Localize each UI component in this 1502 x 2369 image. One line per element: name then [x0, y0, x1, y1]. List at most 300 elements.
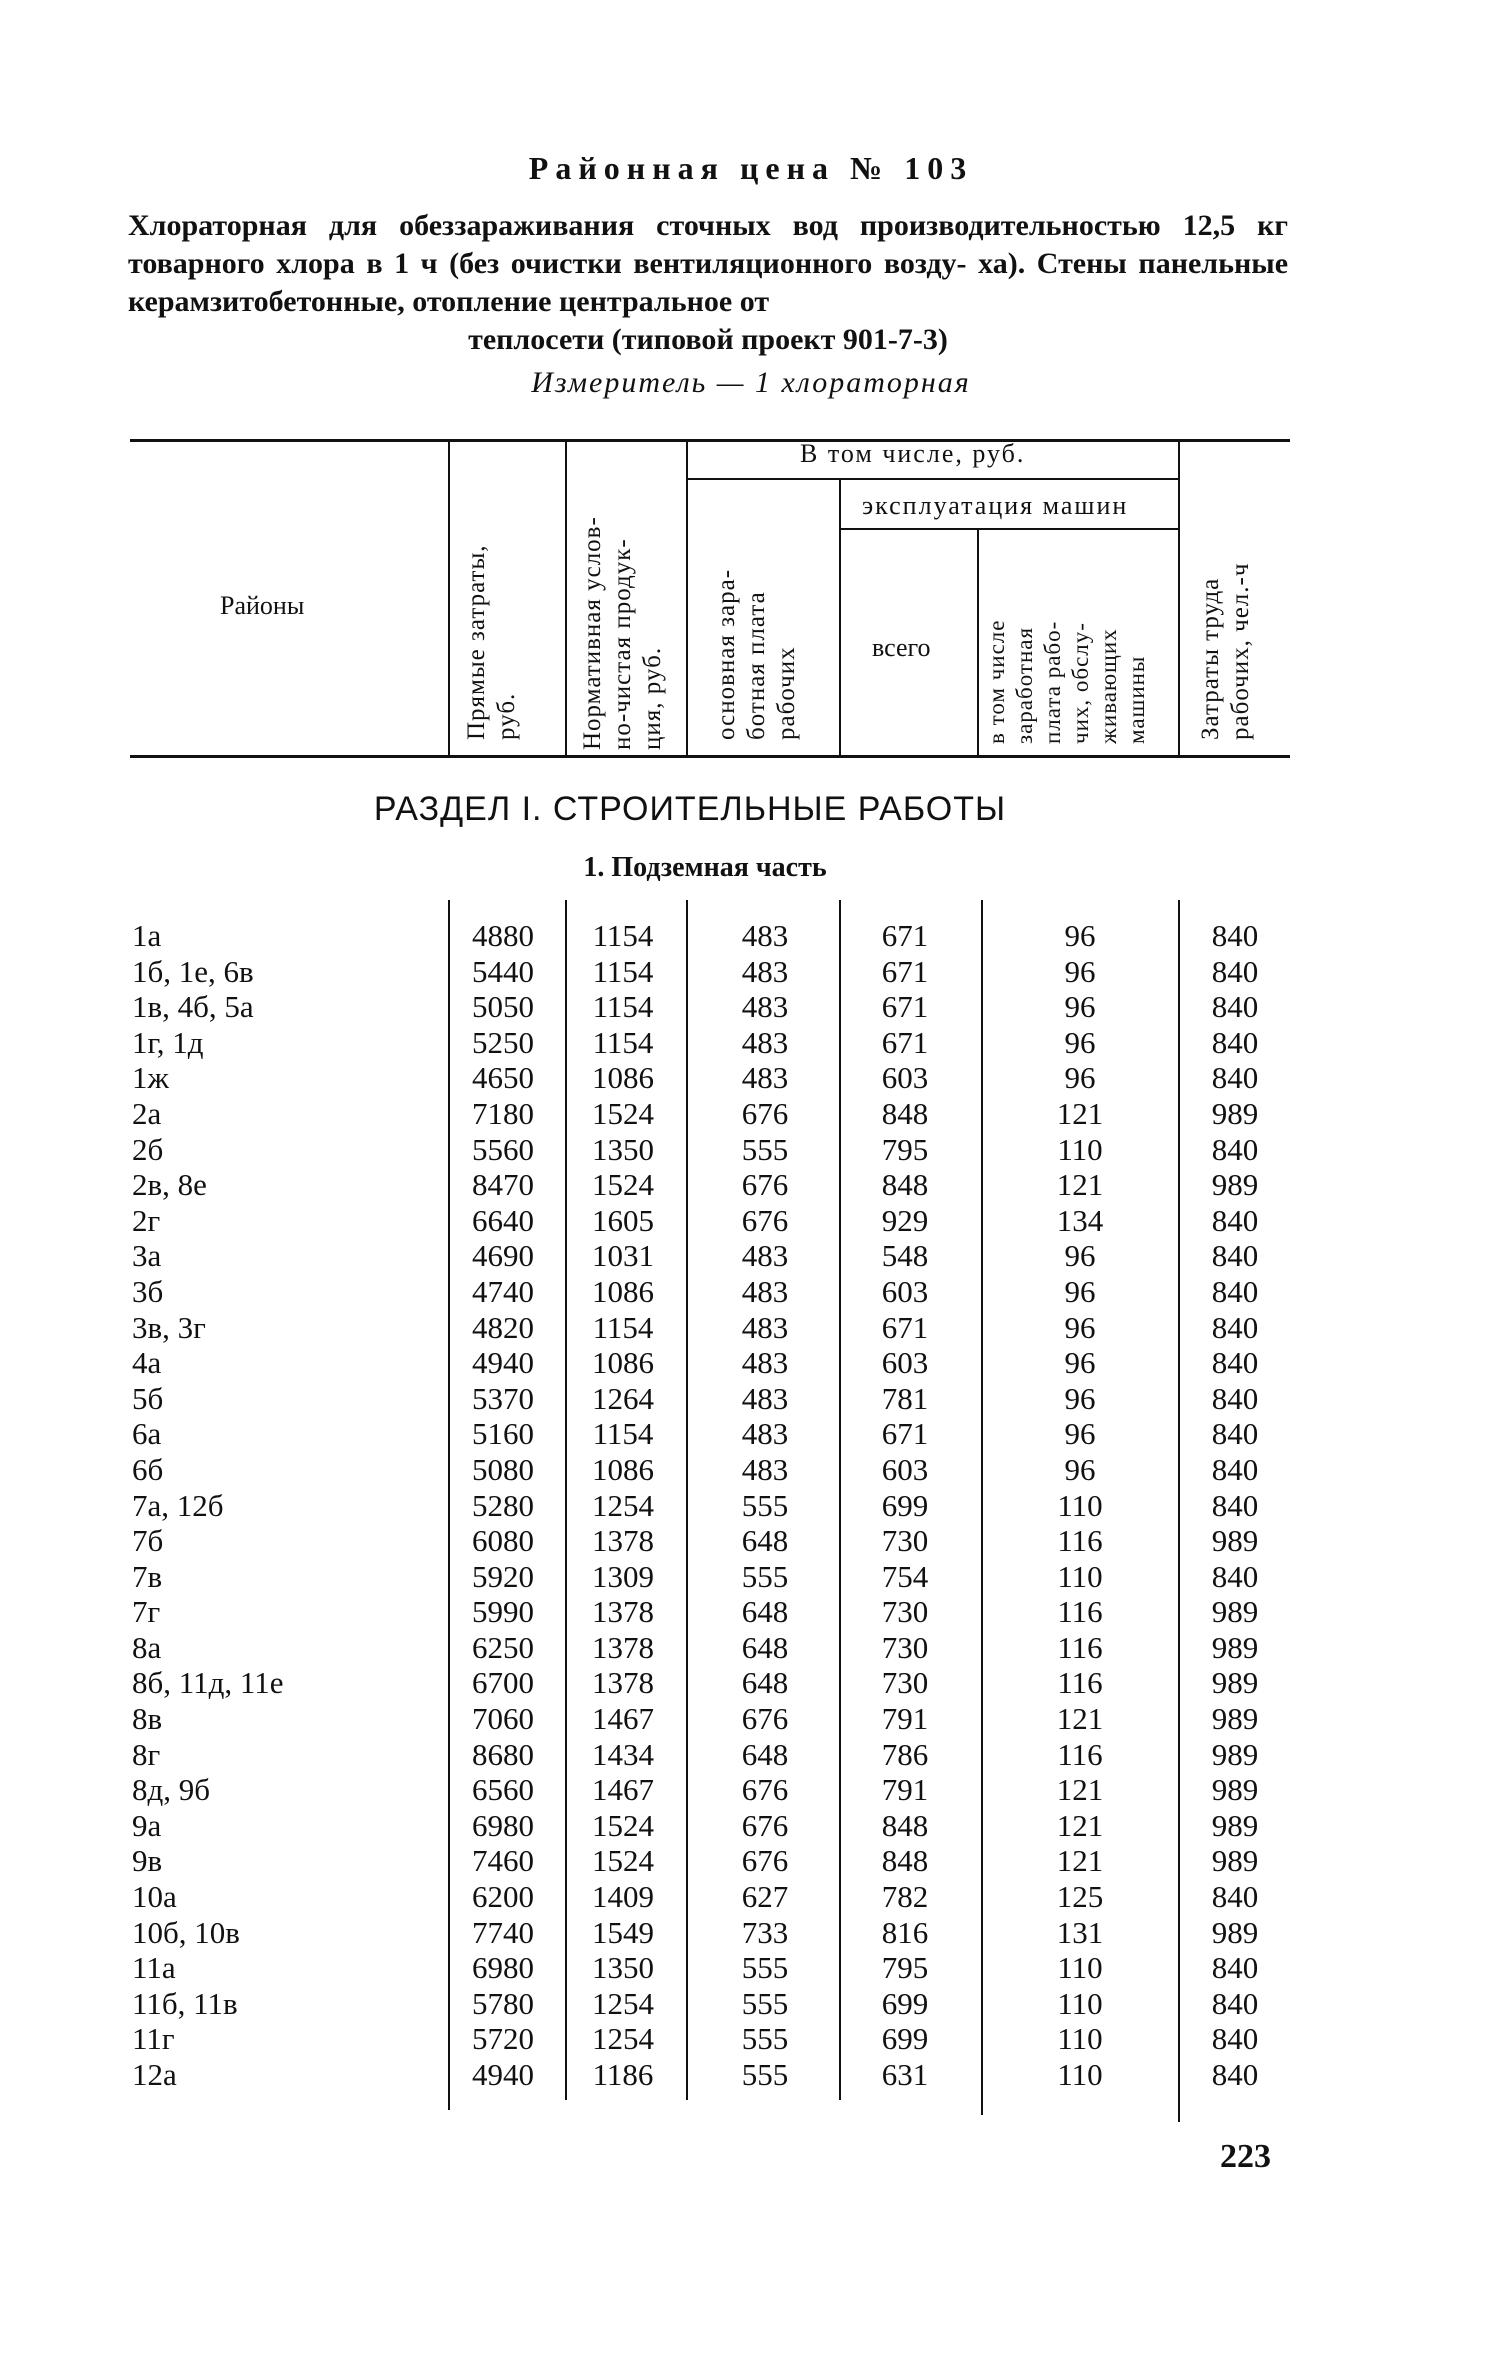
- cell-total: 816: [881, 1914, 929, 1950]
- table-row: [0, 2057, 1502, 2093]
- cell-labor: 989: [1211, 1843, 1259, 1879]
- measure-unit: Измеритель — 1 хлораторная: [531, 366, 971, 399]
- cell-labor: 989: [1211, 1772, 1259, 1808]
- description-line-2: 12,5 кг товарного хлора в 1 ч (без очистки вентиляционного возду-: [128, 209, 1288, 280]
- cell-direct: 4740: [472, 1273, 534, 1309]
- header-normative-line: Нормативная услов-: [579, 516, 606, 750]
- cell-total: 603: [881, 1345, 929, 1381]
- cell-machine-wage: 110: [1057, 1985, 1103, 2021]
- cell-wage: 483: [741, 1345, 789, 1381]
- cell-direct: 6560: [472, 1772, 534, 1808]
- cell-total: 730: [881, 1665, 929, 1701]
- cell-wage: 676: [741, 1202, 789, 1238]
- cell-machine-wage: 110: [1057, 2057, 1103, 2092]
- header-normative: [578, 516, 668, 750]
- header-machine-wage: [983, 620, 1151, 745]
- cell-direct: 7180: [472, 1095, 534, 1131]
- header-divider-5: [977, 530, 979, 755]
- cell-wage: 648: [741, 1736, 789, 1772]
- cell-region: 6б: [132, 1451, 164, 1487]
- cell-total: 848: [881, 1807, 929, 1843]
- cell-labor: 840: [1211, 1985, 1259, 2021]
- cell-total: 699: [881, 1487, 929, 1523]
- header-machine-wage-line: машины: [1124, 655, 1149, 744]
- cell-labor: 840: [1211, 1273, 1259, 1309]
- cell-total: 754: [881, 1558, 929, 1594]
- header-machine-wage-line: живающих: [1096, 628, 1121, 744]
- cell-labor: 840: [1211, 1238, 1259, 1274]
- cell-wage: 555: [741, 1131, 789, 1167]
- table-row: [0, 1879, 1502, 1915]
- cell-labor: 989: [1211, 1594, 1259, 1630]
- table-row: [0, 989, 1502, 1025]
- cell-direct: 7060: [472, 1701, 534, 1737]
- cell-total: 671: [881, 918, 929, 953]
- cell-region: 1в, 4б, 5а: [132, 989, 254, 1025]
- cell-labor: 840: [1211, 2057, 1259, 2092]
- table-row: [0, 1025, 1502, 1061]
- cell-machine-wage: 125: [1056, 1879, 1104, 1915]
- cell-region: 10б, 10в: [132, 1914, 240, 1950]
- cell-normative: 1154: [592, 1024, 654, 1060]
- cell-region: 12а: [132, 2057, 177, 2092]
- table-body: [0, 918, 1502, 2093]
- cell-machine-wage: 96: [1064, 953, 1096, 989]
- cell-wage: 483: [741, 1451, 789, 1487]
- cell-wage: 483: [741, 1380, 789, 1416]
- description-line-1: Хлораторная для обеззараживания сточных вод производительностью: [128, 209, 1161, 242]
- cell-wage: 555: [741, 1950, 789, 1986]
- cell-region: 8в: [132, 1701, 163, 1737]
- header-divider-1: [448, 441, 450, 755]
- cell-region: 5б: [132, 1380, 164, 1416]
- header-divider-2: [565, 441, 567, 755]
- cell-wage: 676: [741, 1095, 789, 1131]
- cell-wage: 676: [741, 1701, 789, 1737]
- cell-labor: 840: [1211, 1060, 1259, 1096]
- cell-normative: 1154: [592, 1309, 654, 1345]
- cell-total: 730: [881, 1594, 929, 1630]
- cell-wage: 483: [741, 1273, 789, 1309]
- cell-total: 848: [881, 1843, 929, 1879]
- header-divider-6: [1178, 441, 1180, 755]
- header-base-wage-line: рабочих: [773, 646, 800, 740]
- cell-normative: 1254: [592, 1487, 654, 1523]
- cell-total: 631: [881, 2057, 929, 2092]
- cell-region: 10а: [132, 1879, 177, 1915]
- cell-direct: 5990: [472, 1594, 534, 1630]
- header-normative-line: но-чистая продук-: [609, 538, 636, 750]
- cell-labor: 840: [1211, 1950, 1259, 1986]
- table-row: [0, 1950, 1502, 1986]
- cell-direct: 5050: [472, 989, 534, 1025]
- cell-normative: 1434: [592, 1736, 654, 1772]
- table-row: [0, 1416, 1502, 1452]
- header-normative-line: ция, руб.: [639, 646, 666, 750]
- header-machine-wage-line: в том числе: [984, 619, 1009, 744]
- table-row: [0, 1737, 1502, 1773]
- table-row: [0, 1488, 1502, 1524]
- cell-region: 11а: [132, 1950, 176, 1986]
- including-rule: [686, 478, 1178, 480]
- cell-machine-wage: 110: [1057, 1950, 1103, 1986]
- cell-machine-wage: 116: [1057, 1523, 1103, 1559]
- cell-normative: 1186: [592, 2057, 654, 2092]
- cell-total: 782: [881, 1879, 929, 1915]
- cell-wage: 483: [741, 1309, 789, 1345]
- cell-machine-wage: 131: [1056, 1914, 1104, 1950]
- cell-wage: 483: [741, 1416, 789, 1452]
- cell-machine-wage: 134: [1056, 1202, 1104, 1238]
- cell-normative: 1409: [592, 1879, 654, 1915]
- cell-region: 2а: [132, 1095, 162, 1131]
- header-direct-costs-line: руб.: [493, 692, 520, 740]
- cell-labor: 989: [1211, 1701, 1259, 1737]
- cell-region: 2б: [132, 1131, 164, 1167]
- cell-direct: 6700: [472, 1665, 534, 1701]
- machine-operation-rule: [839, 528, 1178, 530]
- table-row: [0, 918, 1502, 954]
- cell-machine-wage: 96: [1064, 1345, 1096, 1381]
- cell-normative: 1254: [592, 2021, 654, 2057]
- cell-normative: 1254: [592, 1985, 654, 2021]
- table-row: [0, 1452, 1502, 1488]
- cell-labor: 989: [1211, 1914, 1259, 1950]
- cell-direct: 5370: [472, 1380, 534, 1416]
- cell-direct: 8470: [472, 1167, 534, 1203]
- cell-labor: 840: [1211, 1451, 1259, 1487]
- cell-region: 1ж: [132, 1060, 169, 1096]
- subsection-title: 1. Подземная часть: [583, 852, 827, 883]
- cell-direct: 5780: [472, 1985, 534, 2021]
- cell-direct: 5920: [472, 1558, 534, 1594]
- cell-region: 4а: [132, 1345, 162, 1381]
- cell-labor: 840: [1211, 1879, 1259, 1915]
- cell-wage: 555: [741, 2057, 789, 2092]
- cell-wage: 648: [741, 1629, 789, 1665]
- cell-region: 7в: [132, 1558, 163, 1594]
- cell-region: 11б, 11в: [132, 1985, 238, 2021]
- cell-wage: 555: [741, 2021, 789, 2057]
- cell-labor: 840: [1211, 1558, 1259, 1594]
- header-labor-line: Затраты труда: [1197, 577, 1224, 740]
- cell-labor: 840: [1211, 1345, 1259, 1381]
- header-machine-wage-line: чих, обслу-: [1068, 622, 1093, 744]
- cell-direct: 5720: [472, 2021, 534, 2057]
- cell-total: 795: [881, 1131, 929, 1167]
- cell-wage: 483: [741, 953, 789, 989]
- cell-normative: 1309: [592, 1558, 654, 1594]
- cell-direct: 4650: [472, 1060, 534, 1096]
- cell-machine-wage: 96: [1064, 1024, 1096, 1060]
- description-line-4: теплосети (типовой проект 901-7-3): [468, 323, 948, 356]
- cell-total: 848: [881, 1167, 929, 1203]
- cell-machine-wage: 121: [1056, 1167, 1104, 1203]
- cell-region: 1б, 1е, 6в: [132, 953, 254, 989]
- cell-wage: 555: [741, 1985, 789, 2021]
- cell-normative: 1154: [592, 953, 654, 989]
- cell-machine-wage: 110: [1057, 1131, 1103, 1167]
- table-row: [0, 1594, 1502, 1630]
- table-row: [0, 1167, 1502, 1203]
- cell-machine-wage: 116: [1057, 1665, 1103, 1701]
- page-title: Районная цена № 103: [528, 150, 974, 186]
- table-row: [0, 1843, 1502, 1879]
- cell-machine-wage: 96: [1064, 1451, 1096, 1487]
- cell-total: 786: [881, 1736, 929, 1772]
- cell-labor: 840: [1211, 1202, 1259, 1238]
- header-total: всего: [872, 633, 931, 662]
- cell-region: 1г, 1д: [132, 1024, 204, 1060]
- table-description: [128, 207, 1288, 359]
- table-row: [0, 1915, 1502, 1951]
- cell-region: 7г: [132, 1594, 161, 1630]
- cell-wage: 483: [741, 1060, 789, 1096]
- cell-labor: 989: [1211, 1167, 1259, 1203]
- cell-region: 11г: [132, 2021, 175, 2057]
- cell-total: 603: [881, 1273, 929, 1309]
- cell-labor: 989: [1211, 1523, 1259, 1559]
- cell-direct: 8680: [472, 1736, 534, 1772]
- cell-machine-wage: 121: [1056, 1701, 1104, 1737]
- cell-labor: 840: [1211, 918, 1259, 953]
- cell-wage: 676: [741, 1167, 789, 1203]
- cell-machine-wage: 116: [1057, 1594, 1103, 1630]
- cell-wage: 555: [741, 1558, 789, 1594]
- cell-direct: 6980: [472, 1950, 534, 1986]
- cell-machine-wage: 110: [1057, 2021, 1103, 2057]
- cell-region: 8б, 11д, 11е: [132, 1665, 284, 1701]
- cell-region: 3в, 3г: [132, 1309, 206, 1345]
- cell-wage: 676: [741, 1772, 789, 1808]
- cell-region: 8а: [132, 1629, 162, 1665]
- cell-normative: 1467: [592, 1701, 654, 1737]
- cell-total: 730: [881, 1629, 929, 1665]
- cell-wage: 483: [741, 918, 789, 953]
- cell-total: 730: [881, 1523, 929, 1559]
- cell-labor: 989: [1211, 1095, 1259, 1131]
- table-row: [0, 1096, 1502, 1132]
- cell-direct: 5160: [472, 1416, 534, 1452]
- cell-machine-wage: 121: [1056, 1095, 1104, 1131]
- cell-labor: 840: [1211, 1380, 1259, 1416]
- cell-wage: 676: [741, 1807, 789, 1843]
- header-bottom-rule: [130, 755, 1290, 758]
- table-row: [0, 1665, 1502, 1701]
- cell-direct: 6980: [472, 1807, 534, 1843]
- cell-machine-wage: 110: [1057, 1487, 1103, 1523]
- cell-total: 671: [881, 1416, 929, 1452]
- cell-direct: 6640: [472, 1202, 534, 1238]
- cell-wage: 483: [741, 989, 789, 1025]
- cell-machine-wage: 96: [1064, 1273, 1096, 1309]
- cell-direct: 7740: [472, 1914, 534, 1950]
- cell-total: 671: [881, 1024, 929, 1060]
- cell-normative: 1350: [592, 1131, 654, 1167]
- table-row: [0, 1310, 1502, 1346]
- cell-normative: 1524: [592, 1843, 654, 1879]
- cell-labor: 989: [1211, 1665, 1259, 1701]
- header-base-wage-line: основная зара-: [713, 568, 740, 740]
- cell-direct: 6250: [472, 1629, 534, 1665]
- cell-wage: 733: [741, 1914, 789, 1950]
- table-row: [0, 1772, 1502, 1808]
- cell-wage: 648: [741, 1594, 789, 1630]
- cell-wage: 676: [741, 1843, 789, 1879]
- cell-direct: 7460: [472, 1843, 534, 1879]
- cell-normative: 1524: [592, 1807, 654, 1843]
- table-row: [0, 1203, 1502, 1239]
- header-machine-wage-line: плата рабо-: [1040, 620, 1065, 744]
- cell-region: 7а, 12б: [132, 1487, 224, 1523]
- cell-total: 781: [881, 1380, 929, 1416]
- table-row: [0, 2021, 1502, 2057]
- table-row: [0, 1559, 1502, 1595]
- cell-machine-wage: 96: [1064, 989, 1096, 1025]
- cell-total: 699: [881, 1985, 929, 2021]
- header-regions: Районы: [220, 591, 305, 620]
- header-top-rule: [130, 439, 1290, 442]
- cell-direct: 4940: [472, 2057, 534, 2092]
- table-row: [0, 1132, 1502, 1168]
- cell-machine-wage: 121: [1056, 1843, 1104, 1879]
- cell-normative: 1524: [592, 1167, 654, 1203]
- cell-labor: 840: [1211, 1309, 1259, 1345]
- cell-normative: 1154: [592, 989, 654, 1025]
- cell-total: 671: [881, 989, 929, 1025]
- cell-normative: 1549: [592, 1914, 654, 1950]
- header-direct-costs-line: Прямые затраты,: [463, 544, 490, 740]
- cell-region: 9а: [132, 1807, 162, 1843]
- cell-region: 3а: [132, 1238, 162, 1274]
- cell-normative: 1378: [592, 1665, 654, 1701]
- cell-direct: 5560: [472, 1131, 534, 1167]
- cell-total: 603: [881, 1451, 929, 1487]
- header-labor-line: рабочих, чел.-ч: [1227, 562, 1254, 740]
- cell-region: 1а: [132, 918, 162, 953]
- header-divider-3: [686, 441, 688, 755]
- cell-wage: 483: [741, 1024, 789, 1060]
- cell-wage: 483: [741, 1238, 789, 1274]
- cell-machine-wage: 116: [1057, 1629, 1103, 1665]
- table-row: [0, 1381, 1502, 1417]
- cell-direct: 6080: [472, 1523, 534, 1559]
- cell-labor: 989: [1211, 1807, 1259, 1843]
- header-direct-costs: [462, 545, 522, 741]
- cell-direct: 4940: [472, 1345, 534, 1381]
- cell-labor: 840: [1211, 989, 1259, 1025]
- cell-normative: 1086: [592, 1060, 654, 1096]
- cell-labor: 840: [1211, 1416, 1259, 1452]
- cell-direct: 5440: [472, 953, 534, 989]
- header-machine-operation: эксплуатация машин: [862, 491, 1129, 520]
- cell-labor: 840: [1211, 953, 1259, 989]
- cell-direct: 4880: [472, 918, 534, 953]
- header-base-wage: [712, 569, 802, 740]
- table-row: [0, 1630, 1502, 1666]
- header-including: В том числе, руб.: [800, 439, 1026, 468]
- cell-machine-wage: 110: [1057, 1558, 1103, 1594]
- cell-normative: 1086: [592, 1345, 654, 1381]
- header-machine-wage-line: заработная: [1012, 626, 1037, 744]
- section-title: РАЗДЕЛ I. СТРОИТЕЛЬНЫЕ РАБОТЫ: [373, 790, 1007, 828]
- cell-region: 9в: [132, 1843, 163, 1879]
- cell-machine-wage: 96: [1064, 1060, 1096, 1096]
- cell-normative: 1350: [592, 1950, 654, 1986]
- cell-normative: 1524: [592, 1095, 654, 1131]
- cell-normative: 1605: [592, 1202, 654, 1238]
- cell-labor: 840: [1211, 1024, 1259, 1060]
- cell-total: 791: [881, 1701, 929, 1737]
- cell-region: 8д, 9б: [132, 1772, 211, 1808]
- cell-region: 3б: [132, 1273, 164, 1309]
- cell-total: 548: [881, 1238, 929, 1274]
- cell-normative: 1154: [592, 1416, 654, 1452]
- cell-total: 699: [881, 2021, 929, 2057]
- cell-normative: 1378: [592, 1523, 654, 1559]
- cell-direct: 5250: [472, 1024, 534, 1060]
- cell-direct: 4820: [472, 1309, 534, 1345]
- cell-normative: 1154: [592, 918, 654, 953]
- cell-region: 8г: [132, 1736, 161, 1772]
- cell-labor: 840: [1211, 1487, 1259, 1523]
- cell-machine-wage: 96: [1064, 1380, 1096, 1416]
- header-labor: [1196, 563, 1256, 740]
- cell-total: 671: [881, 953, 929, 989]
- cell-machine-wage: 96: [1064, 1309, 1096, 1345]
- cell-region: 2в, 8е: [132, 1167, 207, 1203]
- description-line-3: ха). Стены панельные керамзитобетонные, отопление центральное от: [128, 247, 1289, 318]
- cell-wage: 648: [741, 1665, 789, 1701]
- header-base-wage-line: ботная плата: [743, 591, 770, 740]
- cell-total: 603: [881, 1060, 929, 1096]
- cell-direct: 6200: [472, 1879, 534, 1915]
- cell-normative: 1264: [592, 1380, 654, 1416]
- cell-normative: 1378: [592, 1629, 654, 1665]
- cell-machine-wage: 121: [1056, 1772, 1104, 1808]
- cell-wage: 555: [741, 1487, 789, 1523]
- cell-total: 791: [881, 1772, 929, 1808]
- cell-total: 848: [881, 1095, 929, 1131]
- table-row: [0, 1701, 1502, 1737]
- table-row: [0, 1523, 1502, 1559]
- cell-wage: 627: [741, 1879, 789, 1915]
- cell-direct: 4690: [472, 1238, 534, 1274]
- page-number: 223: [1220, 2138, 1271, 2175]
- table-row: [0, 1808, 1502, 1844]
- cell-machine-wage: 121: [1056, 1807, 1104, 1843]
- cell-region: 6а: [132, 1416, 162, 1452]
- header-divider-4: [839, 480, 841, 755]
- cell-normative: 1086: [592, 1451, 654, 1487]
- table-row: [0, 1060, 1502, 1096]
- cell-labor: 989: [1211, 1736, 1259, 1772]
- table-row: [0, 954, 1502, 990]
- cell-total: 929: [881, 1202, 929, 1238]
- cell-wage: 648: [741, 1523, 789, 1559]
- cell-total: 671: [881, 1309, 929, 1345]
- cell-labor: 840: [1211, 1131, 1259, 1167]
- cell-direct: 5080: [472, 1451, 534, 1487]
- cell-machine-wage: 116: [1057, 1736, 1103, 1772]
- table-row: [0, 1986, 1502, 2022]
- cell-machine-wage: 96: [1064, 1238, 1096, 1274]
- cell-region: 2г: [132, 1202, 161, 1238]
- cell-direct: 5280: [472, 1487, 534, 1523]
- cell-normative: 1467: [592, 1772, 654, 1808]
- cell-total: 795: [881, 1950, 929, 1986]
- table-row: [0, 1345, 1502, 1381]
